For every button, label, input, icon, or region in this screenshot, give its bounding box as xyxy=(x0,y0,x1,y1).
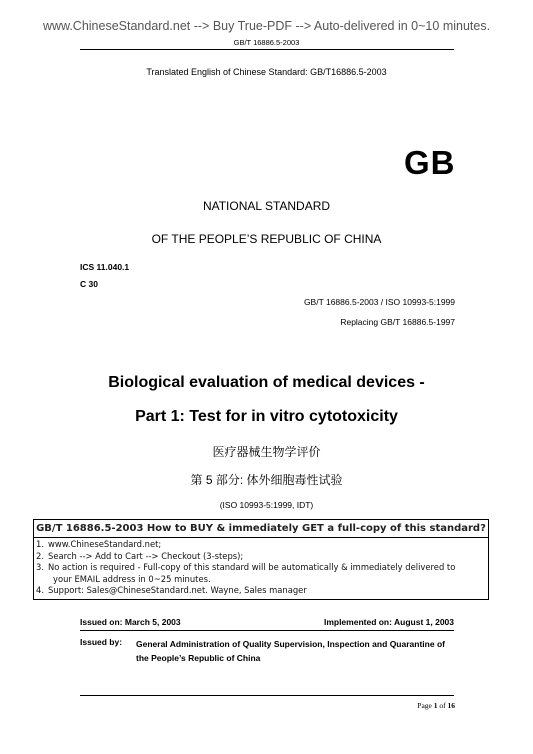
title-chinese-line2: 第 5 部分: 体外细胞毒性试验 xyxy=(190,473,343,487)
top-banner xyxy=(0,19,533,33)
header-doc-code: GB/T 16886.5-2003 xyxy=(233,38,300,47)
site-link[interactable]: www.ChineseStandard.net xyxy=(42,19,191,33)
purchase-steps xyxy=(36,539,455,597)
gb-logo: GB xyxy=(404,144,456,181)
header-rule xyxy=(80,49,454,50)
translated-line: Translated English of Chinese Standard: GB/T16886.5-2003 xyxy=(146,67,387,77)
purchase-heading-rule xyxy=(34,537,488,538)
dates-row xyxy=(80,617,454,627)
implemented-date: Implemented on: August 1, 2003 xyxy=(323,617,454,627)
replacing-note: Replacing GB/T 16886.5-1997 xyxy=(340,317,455,327)
issued-date: Issued on: March 5, 2003 xyxy=(80,617,181,627)
support-email[interactable]: Support: Sales@ChineseStandard.net. Wayne, Sales manager xyxy=(48,585,307,595)
purchase-step: 2. Search --> Add to Cart --> Checkout (3-steps); xyxy=(36,550,244,561)
purchase-step: 3. No action is required - Full-copy of this standard will be automatically & immediately delivered to xyxy=(36,562,456,572)
delivery-note: Auto-delivered in 0~10 minutes. xyxy=(313,19,491,33)
ics-code: ICS 11.040.1 xyxy=(80,262,130,272)
website-link[interactable]: www.ChineseStandard.net; xyxy=(48,539,162,549)
purchase-info-box xyxy=(33,519,489,600)
iso-reference: (ISO 10993-5:1999, IDT) xyxy=(219,500,314,510)
ccs-code: C 30 xyxy=(80,279,98,289)
standard-number: GB/T 16886.5-2003 / ISO 10993-5:1999 xyxy=(303,297,455,307)
purchase-step-continuation: your EMAIL address in 0~25 minutes. xyxy=(53,573,211,584)
national-standard-heading: NATIONAL STANDARD xyxy=(202,199,331,213)
page-number: Page 1 of 16 xyxy=(417,701,455,710)
dates-rule xyxy=(80,630,454,631)
issuer-name: General Administration of Quality Supervision, Inspection and Quarantine of the People’s Republic of China xyxy=(136,639,445,663)
footer-rule xyxy=(80,695,454,696)
issuer-label: Issued by: xyxy=(80,637,123,647)
banner-arrow: --> xyxy=(190,19,213,33)
title-chinese-line1: 医疗器械生物学评价 xyxy=(212,445,321,459)
title-english-line2: Part 1: Test for in vitro cytotoxicity xyxy=(135,408,398,425)
buy-pdf-link[interactable]: Buy True-PDF xyxy=(212,19,293,33)
prc-heading: OF THE PEOPLE’S REPUBLIC OF CHINA xyxy=(151,232,382,246)
purchase-step: 4. Support: Sales@ChineseStandard.net. Wayne, Sales manager xyxy=(36,585,307,595)
banner-arrow: --> xyxy=(292,19,314,33)
title-english-line1: Biological evaluation of medical devices - xyxy=(108,374,425,391)
purchase-heading: GB/T 16886.5-2003 How to BUY & immediately GET a full-copy of this standard? xyxy=(36,523,486,534)
purchase-step: 1. www.ChineseStandard.net; xyxy=(36,539,162,549)
